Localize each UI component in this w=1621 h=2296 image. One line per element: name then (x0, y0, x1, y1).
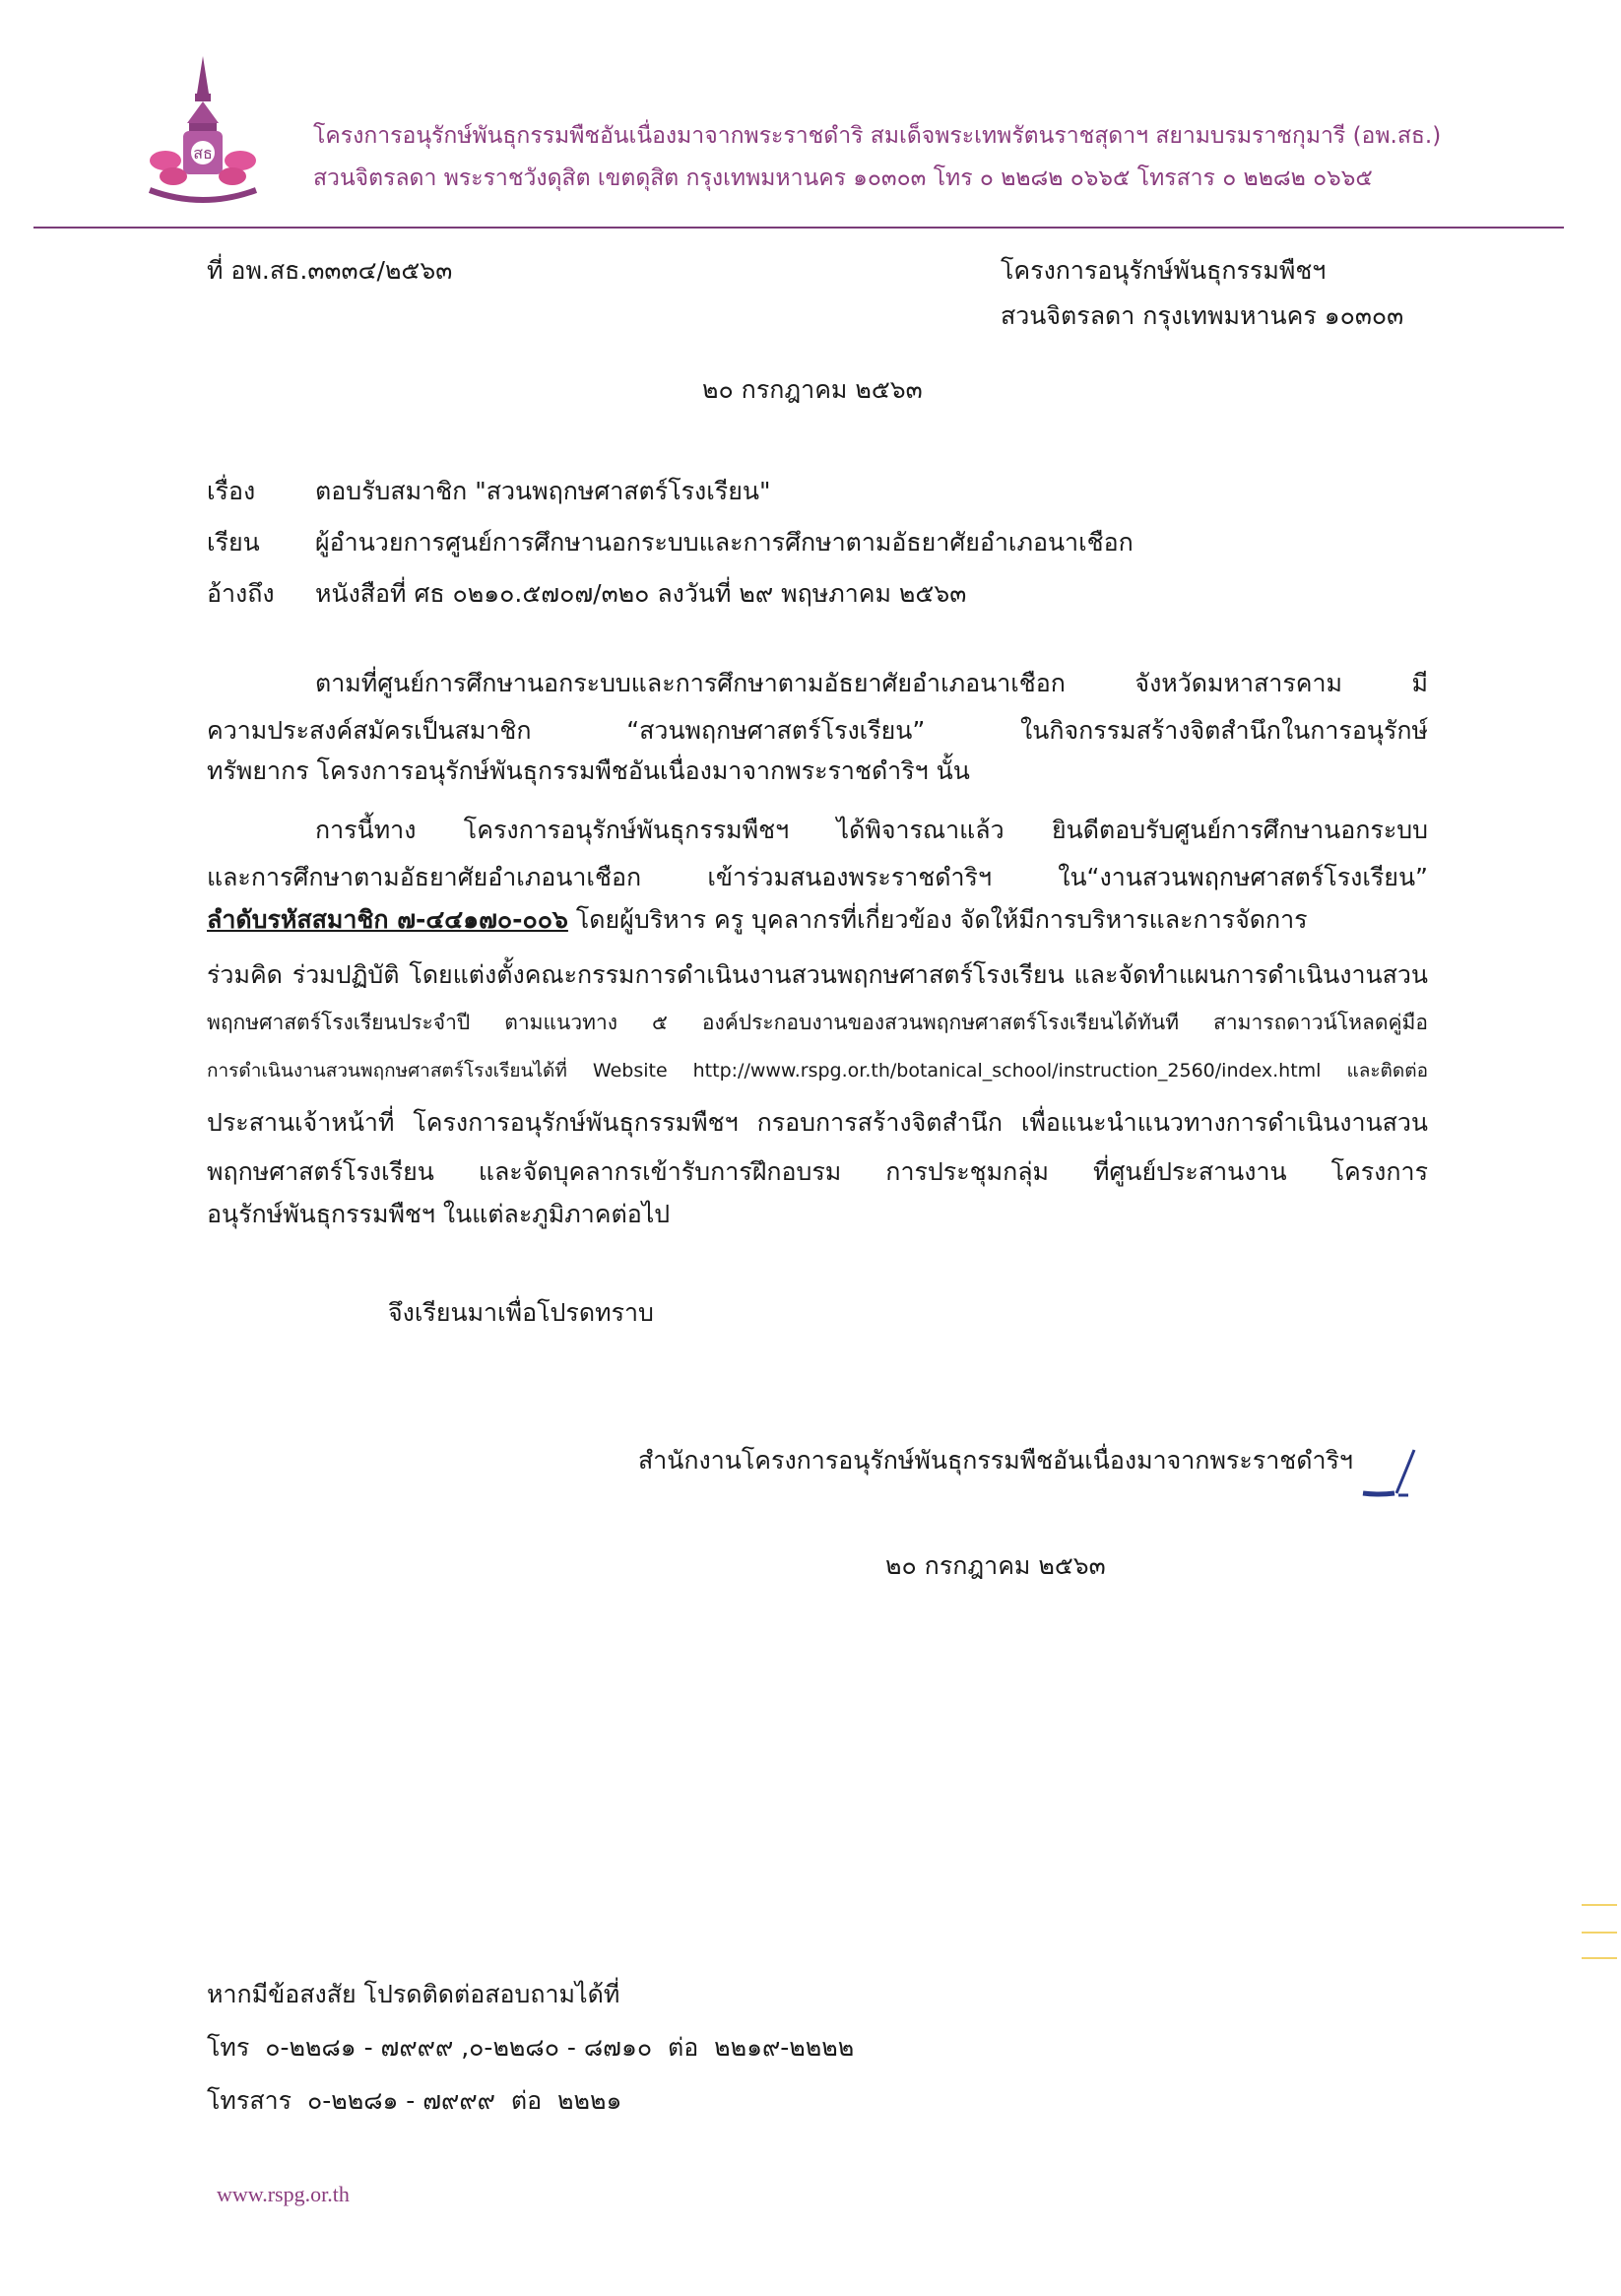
letterhead-line-1: โครงการอนุรักษ์พันธุกรรมพืชอันเนื่องมาจากพระราชดำริ สมเด็จพระเทพรัตนราชสุดาฯ สยามบรมราชกุมารี (อพ.สธ.) (313, 123, 1442, 149)
subject-text: ตอบรับสมาชิก "สวนพฤกษศาสตร์โรงเรียน" (315, 477, 771, 505)
closing-text: จึงเรียนมาเพื่อโปรดทราบ (388, 1298, 654, 1327)
signature-office: สำนักงานโครงการอนุรักษ์พันธุกรรมพืชอันเนื่องมาจากพระราชดำริฯ (638, 1446, 1353, 1475)
body-paragraph-2-line-2: และการศึกษาตามอัธยาศัยอำเภอนาเชือก เข้าร่วมสนองพระราชดำริฯ ใน“งานสวนพฤกษศาสตร์โรงเรียน” (207, 863, 1428, 891)
letter-date: ๒๐ กรกฎาคม ๒๕๖๓ (702, 375, 923, 404)
body-paragraph-2-line-8: พฤกษศาสตร์โรงเรียน และจัดบุคลากรเข้ารับการฝึกอบรม การประชุมกลุ่ม ที่ศูนย์ประสานงาน โครงการ (207, 1157, 1428, 1186)
letterhead-line-2: สวนจิตรลดา พระราชวังดุสิต เขตดุสิต กรุงเทพมหานคร ๑๐๓๐๓ โทร ๐ ๒๒๘๒ ๐๖๖๕ โทรสาร ๐ ๒๒๘๒ ๐๖๖๕ (313, 165, 1373, 191)
reference-number: ที่ อพ.สธ.๓๓๓๔/๒๕๖๓ (207, 256, 453, 285)
scan-edge-marks (1578, 1899, 1617, 1968)
contact-fax: โทรสาร ๐-๒๒๘๑ - ๗๙๙๙ ต่อ ๒๒๒๑ (207, 2086, 622, 2115)
letterhead-divider (33, 227, 1564, 229)
contact-intro: หากมีข้อสงสัย โปรดติดต่อสอบถามได้ที่ (207, 1980, 620, 2008)
body-paragraph-2-line-9: อนุรักษ์พันธุกรรมพืชฯ ในแต่ละภูมิภาคต่อไป (207, 1200, 671, 1228)
body-paragraph-2-line-1: การนี้ทาง โครงการอนุรักษ์พันธุกรรมพืชฯ ได้พิจารณาแล้ว ยินดีตอบรับศูนย์การศึกษานอกระบบ (315, 816, 1428, 844)
body-paragraph-1-line-3: ทรัพยากร โครงการอนุรักษ์พันธุกรรมพืชอันเนื่องมาจากพระราชดำริฯ นั้น (207, 756, 970, 785)
body-paragraph-2-line-3 (207, 907, 1428, 932)
recipient-text: ผู้อำนวยการศูนย์การศึกษานอกระบบและการศึกษาตามอัธยาศัยอำเภอนาเชือก (315, 528, 1134, 557)
body-paragraph-2-line-7: ประสานเจ้าหน้าที่ โครงการอนุรักษ์พันธุกรรมพืชฯ กรอบการสร้างจิตสำนึก เพื่อแนะนำแนวทางการดำเนินงานสวน (207, 1108, 1428, 1137)
body-paragraph-2-line-6: การดำเนินงานสวนพฤกษศาสตร์โรงเรียนได้ที่ Website http://www.rspg.or.th/botanical_school/instruction_2560/index.html และติดต่อ (207, 1060, 1428, 1082)
subject-label: เรื่อง (207, 477, 256, 505)
svg-text:สธ: สธ (193, 144, 213, 163)
rspg-emblem-logo (144, 54, 262, 212)
contact-phone: โทร ๐-๒๒๘๑ - ๗๙๙๙ ,๐-๒๒๘๐ - ๘๗๑๐ ต่อ ๒๒๑๙-๒๒๒๒ (207, 2033, 855, 2062)
signature-date: ๒๐ กรกฎาคม ๒๕๖๓ (885, 1551, 1106, 1580)
handwritten-signature (1359, 1446, 1438, 1505)
footer-website: www.rspg.or.th (217, 2182, 350, 2206)
recipient-label: เรียน (207, 528, 260, 557)
reference-label: อ้างถึง (207, 579, 275, 608)
body-paragraph-2-line-3-rest: โดยผู้บริหาร ครู บุคลากรที่เกี่ยวข้อง จัดให้มีการบริหารและการจัดการ (567, 905, 1308, 934)
sender-line-1: โครงการอนุรักษ์พันธุกรรมพืชฯ (1001, 256, 1327, 285)
body-paragraph-2-line-4: ร่วมคิด ร่วมปฏิบัติ โดยแต่งตั้งคณะกรรมการดำเนินงานสวนพฤกษศาสตร์โรงเรียน และจัดทำแผนการดำเนินงานสวน (207, 960, 1428, 989)
member-code: ลำดับรหัสสมาชิก ๗-๔๔๑๗๐-๐๐๖ (207, 905, 568, 934)
body-paragraph-1-line-2: ความประสงค์สมัครเป็นสมาชิก “สวนพฤกษศาสตร์โรงเรียน” ในกิจกรรมสร้างจิตสำนึกในการอนุรักษ์ (207, 716, 1428, 745)
body-paragraph-2-line-5: พฤกษศาสตร์โรงเรียนประจำปี ตามแนวทาง ๕ องค์ประกอบงานของสวนพฤกษศาสตร์โรงเรียนได้ทันที สามารถดาวน์โหลดคู่มือ (207, 1011, 1428, 1034)
reference-text: หนังสือที่ ศธ ๐๒๑๐.๕๗๐๗/๓๒๐ ลงวันที่ ๒๙ พฤษภาคม ๒๕๖๓ (315, 579, 967, 608)
sender-line-2: สวนจิตรลดา กรุงเทพมหานคร ๑๐๓๐๓ (1001, 301, 1404, 330)
body-paragraph-1-line-1: ตามที่ศูนย์การศึกษานอกระบบและการศึกษาตามอัธยาศัยอำเภอนาเชือก จังหวัดมหาสารคาม มี (315, 669, 1428, 697)
